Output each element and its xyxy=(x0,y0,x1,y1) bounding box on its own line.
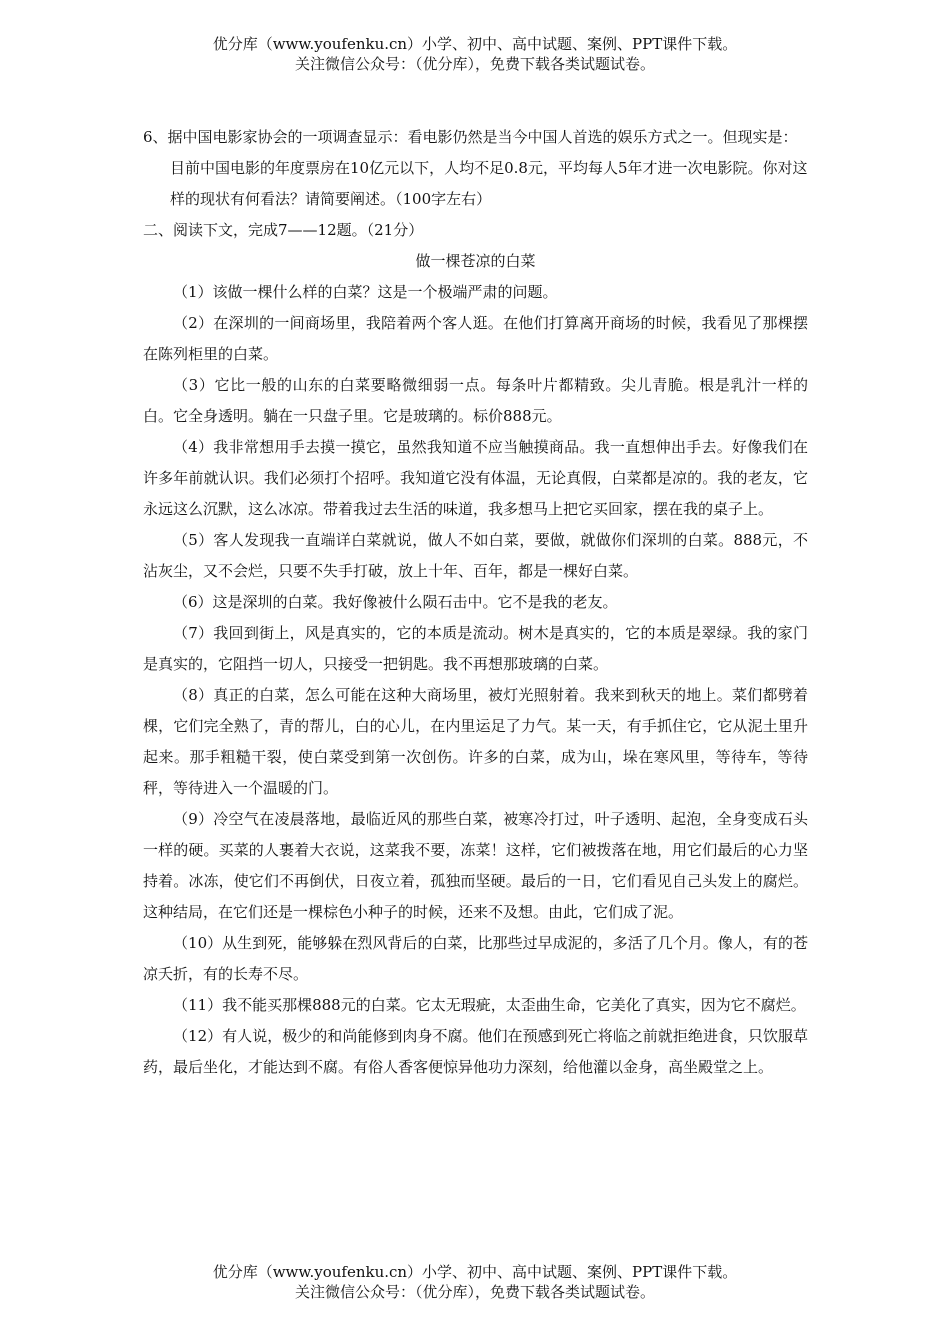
paragraph-4: （4）我非常想用手去摸一摸它，虽然我知道不应当触摸商品。我一直想伸出手去。好像我们在许多年前就认识。我们必须打个招呼。我知道它没有体温，无论真假，白菜都是凉的。我的老友，它永远这么沉默，这么冰凉。带着我过去生活的味道，我多想马上把它买回家，摆在我的桌子上。 xyxy=(143,438,808,518)
paragraph-12: （12）有人说，极少的和尚能修到肉身不腐。他们在预感到死亡将临之前就拒绝进食，只饮服草药，最后坐化，才能达到不腐。有俗人香客便惊异他功力深刻，给他灌以金身，高坐殿堂之上。 xyxy=(143,1027,808,1076)
page-footer xyxy=(0,1262,950,1302)
paragraph-6: （6）这是深圳的白菜。我好像被什么陨石击中。它不是我的老友。 xyxy=(173,593,618,611)
paragraph-5: （5）客人发现我一直端详白菜就说，做人不如白菜，要做，就做你们深圳的白菜。888元，不沾灰尘，又不会烂，只要不失手打破，放上十年、百年，都是一棵好白菜。 xyxy=(143,531,808,580)
section-heading: 二、阅读下文，完成7——12题。（21分） xyxy=(143,221,424,239)
footer-line-1: 优分库（www.youfenku.cn）小学、初中、高中试题、案例、PPT课件下载。 xyxy=(212,1263,738,1281)
article-title: 做一棵苍凉的白菜 xyxy=(415,252,536,270)
header-line-2: 关注微信公众号：（优分库），免费下载各类试题试卷。 xyxy=(294,55,655,73)
paragraph-11: （11）我不能买那棵888元的白菜。它太无瑕疵，太歪曲生命，它美化了真实，因为它不腐烂。 xyxy=(173,996,806,1014)
paragraph-9: （9）冷空气在凌晨落地，最临近风的那些白菜，被寒冷打过，叶子透明、起泡，全身变成石头一样的硬。买菜的人裹着大衣说，这菜我不要，冻菜！这样，它们被拨落在地，用它们最后的心力坚持着。冰冻，使它们不再倒伏，日夜立着，孤独而坚硬。最后的一日，它们看见自己头发上的腐烂。这种结局，在它们还是一棵棕色小种子的时候，还来不及想。由此，它们成了泥。 xyxy=(143,810,808,921)
question-6: 6、据中国电影家协会的一项调查显示：看电影仍然是当今中国人首选的娱乐方式之一。但现实是：目前中国电影的年度票房在10亿元以下，人均不足0.8元，平均每人5年才进一次电影院。你对这样的现状有何看法？请简要阐述。（100字左右） xyxy=(143,128,808,208)
paragraph-10: （10）从生到死，能够躲在烈风背后的白菜，比那些过早成泥的，多活了几个月。像人，有的苍凉夭折，有的长寿不尽。 xyxy=(143,934,808,983)
paragraph-8: （8）真正的白菜，怎么可能在这种大商场里，被灯光照射着。我来到秋天的地上。菜们都劈着棵，它们完全熟了，青的帮儿，白的心儿，在内里运足了力气。某一天，有手抓住它，它从泥土里升起来。那手粗糙干裂，使白菜受到第一次创伤。许多的白菜，成为山，垛在寒风里，等待车，等待秤，等待进入一个温暖的门。 xyxy=(143,686,808,797)
paragraph-1: （1）该做一棵什么样的白菜？这是一个极端严肃的问题。 xyxy=(173,283,558,301)
header-line-1: 优分库（www.youfenku.cn）小学、初中、高中试题、案例、PPT课件下载。 xyxy=(212,35,738,53)
footer-line-2: 关注微信公众号：（优分库），免费下载各类试题试卷。 xyxy=(294,1283,655,1301)
paragraph-2: （2）在深圳的一间商场里，我陪着两个客人逛。在他们打算离开商场的时候，我看见了那棵摆在陈列柜里的白菜。 xyxy=(143,314,808,363)
paragraph-7: （7）我回到街上，风是真实的，它的本质是流动。树木是真实的，它的本质是翠绿。我的家门是真实的，它阻挡一切人，只接受一把钥匙。我不再想那玻璃的白菜。 xyxy=(143,624,808,673)
document-body xyxy=(143,122,808,1083)
page-header xyxy=(0,34,950,74)
paragraph-3: （3）它比一般的山东的白菜要略微细弱一点。每条叶片都精致。尖儿青脆。根是乳汁一样的白。它全身透明。躺在一只盘子里。它是玻璃的。标价888元。 xyxy=(143,376,808,425)
